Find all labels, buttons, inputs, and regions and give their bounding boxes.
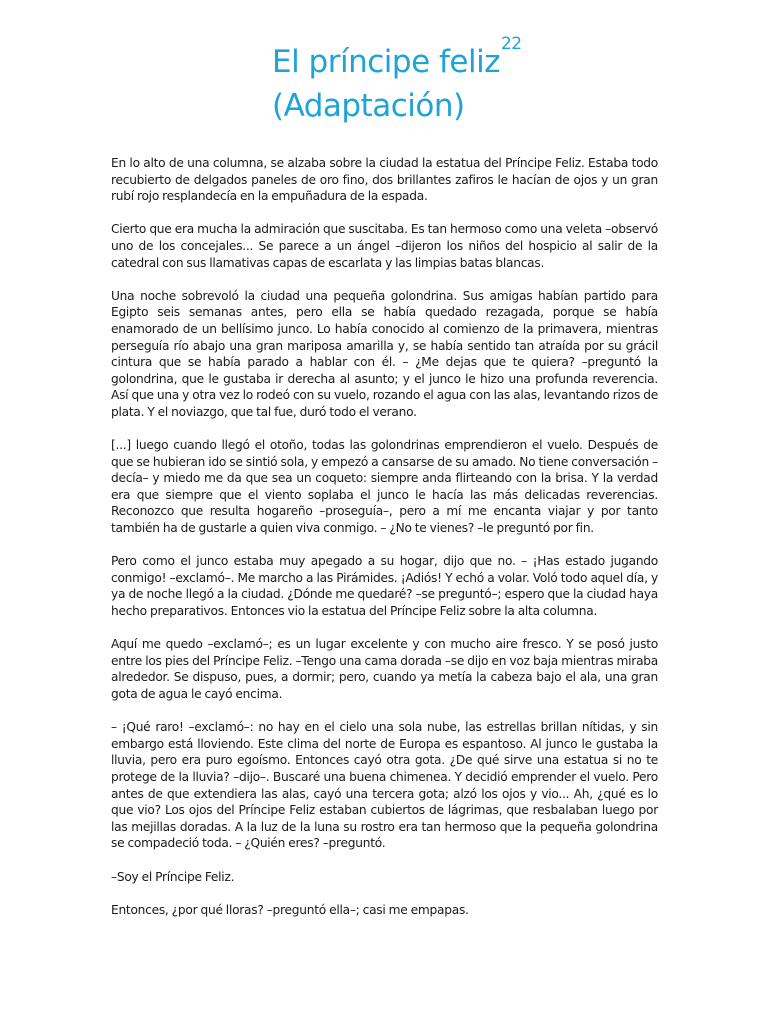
paragraph-2: Cierto que era mucha la admiración que suscitaba. Es tan hermoso como una veleta –observó uno de los concejales... Se parece a un ángel –dijeron los niños del hospicio al salir de la catedral con sus llamativas capas de escarlata y las limpias batas blancas. — [111, 222, 658, 270]
paragraph-9: Entonces, ¿por qué lloras? –preguntó ella–; casi me empapas. — [111, 902, 469, 917]
page-title — [272, 34, 522, 128]
paragraph-1: En lo alto de una columna, se alzaba sobre la ciudad la estatua del Príncipe Feliz. Estaba todo recubierto de delgados paneles de oro fino, dos brillantes zafiros le hacían de ojos y un gran rubí rojo resplandecía en la empuñadura de la espada. — [111, 156, 658, 204]
paragraph-6: Aquí me quedo –exclamó–; es un lugar excelente y con mucho aire fresco. Y se posó justo entre los pies del Príncipe Feliz. –Tengo una cama dorada –se dijo en voz baja mientras miraba alrededor. Se dispuso, pues, a dormir; pero, cuando ya metía la cabeza bajo el ala, una gran gota de agua le cayó encima. — [111, 637, 658, 701]
body-text — [111, 155, 658, 935]
paragraph-3: Una noche sobrevoló la ciudad una pequeña golondrina. Sus amigas habían partido para Egipto seis semanas antes, pero ella se había quedado rezagada, porque se había enamorado de un bellísimo junco. Lo había conocido al comienzo de la primavera, mientras perseguía río abajo una gran mariposa amarilla y, se había sentido tan atraída por su grácil cintura que se había parado a hablar con él. – ¿Me dejas que te quiera? –preguntó la golondrina, que le gustaba ir derecha al asunto; y el junco le hizo una profunda reverencia. Así que una y otra vez lo rodeó con su vuelo, rozando el agua con las alas, levantando rizos de plata. Y el noviazgo, que tal fue, duró todo el verano. — [111, 288, 658, 419]
title-line-2: (Adaptación) — [272, 88, 465, 124]
title-line-1 — [272, 34, 522, 84]
paragraph-8: –Soy el Príncipe Feliz. — [111, 869, 235, 884]
paragraph-5: Pero como el junco estaba muy apegado a su hogar, dijo que no. – ¡Has estado jugando conmigo! –exclamó–. Me marcho a las Pirámides. ¡Adiós! Y echó a volar. Voló todo aquel día, y ya de noche llegó a la ciudad. ¿Dónde me quedaré? –se preguntó–; espero que la ciudad haya hecho preparativos. Entonces vio la estatua del Príncipe Feliz sobre la alta columna. — [111, 554, 658, 619]
paragraph-4: [...] luego cuando llegó el otoño, todas las golondrinas emprendieron el vuelo. Después de que se hubieran ido se sintió sola, y empezó a cansarse de su amado. No tiene conversación –decía– y miedo me da que sea un coqueto: siempre anda flirteando con la brisa. Y la verdad era que siempre que el viento soplaba el junco le hacía las más delicadas reverencias. Reconozco que resulta hogareño –proseguía–, pero a mí me encanta viajar y por tanto también ha de gustarle a quien viva conmigo. – ¿No te vienes? –le preguntó por fin. — [111, 438, 658, 536]
footnote-marker: 22 — [500, 34, 522, 54]
title-text: El príncipe feliz — [272, 44, 500, 80]
paragraph-7: – ¡Qué raro! –exclamó–: no hay en el cielo una sola nube, las estrellas brillan nítidas, y sin embargo está lloviendo. Este clima del norte de Europa es espantoso. Al junco le gustaba la lluvia, pero era puro egoísmo. Entonces cayó otra gota. ¿De qué sirve una estatua si no te protege de la lluvia? –dijo–. Buscaré una buena chimenea. Y decidió emprender el vuelo. Pero antes de que extendiera las alas, cayó una tercera gota; alzó los ojos y vio... Ah, ¿qué es lo que vio? Los ojos del Príncipe Feliz estaban cubiertos de lágrimas, que resbalaban luego por las mejillas doradas. A la luz de la luna su rostro era tan hermoso que la pequeña golondrina se compadeció toda. – ¿Quién eres? –preguntó. — [111, 720, 658, 851]
